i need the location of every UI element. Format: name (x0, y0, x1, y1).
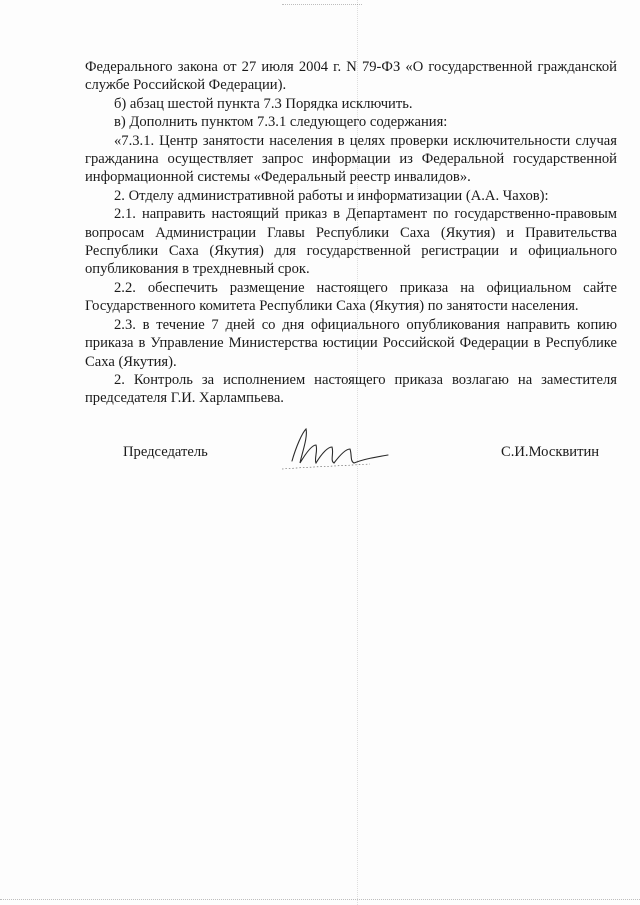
scan-top-mark (282, 0, 362, 5)
paragraph-7-3-1: «7.3.1. Центр занятости населения в целях проверки исключительности случая гражданина осуществляет запрос информации из Федеральной государственной информационной системы «Федеральный реестр инвалидов». (85, 132, 617, 186)
paragraph-law-reference: Федерального закона от 27 июля 2004 г. N 79-ФЗ «О государственной гражданской службе Российской Федерации). (85, 59, 617, 94)
paragraph-2-1: 2.1. направить настоящий приказ в Департамент по государственно-правовым вопросам Администрации Главы Республики Саха (Якутия) и Правительства Республики Саха (Якутия) для государственной регистрации и официального опубликования в трехдневный срок. (85, 206, 617, 278)
document-body (85, 58, 617, 408)
paragraph-b: б) абзац шестой пункта 7.3 Порядка исключить. (114, 95, 413, 112)
paragraph-2: 2. Отделу административной работы и информатизации (А.А. Чахов): (114, 187, 549, 204)
signatory-name: С.И.Москвитин (501, 444, 600, 460)
paragraph-v: в) Дополнить пунктом 7.3.1 следующего содержания: (114, 114, 448, 131)
signatory-title: Председатель (123, 444, 208, 460)
paragraph-2-3: 2.3. в течение 7 дней со дня официального опубликования направить копию приказа в Управление Министерства юстиции Российской Федерации в Республике Саха (Якутия). (85, 316, 617, 370)
paragraph-control: 2. Контроль за исполнением настоящего приказа возлагаю на заместителя председателя Г.И. Харлампьева. (85, 371, 617, 407)
signature-block (0, 441, 640, 481)
scan-bottom-edge (0, 899, 640, 900)
handwritten-signature (278, 423, 390, 475)
paragraph-2-2: 2.2. обеспечить размещение настоящего приказа на официальном сайте Государственного комитета Республики Саха (Якутия) по занятости населения. (85, 279, 617, 315)
